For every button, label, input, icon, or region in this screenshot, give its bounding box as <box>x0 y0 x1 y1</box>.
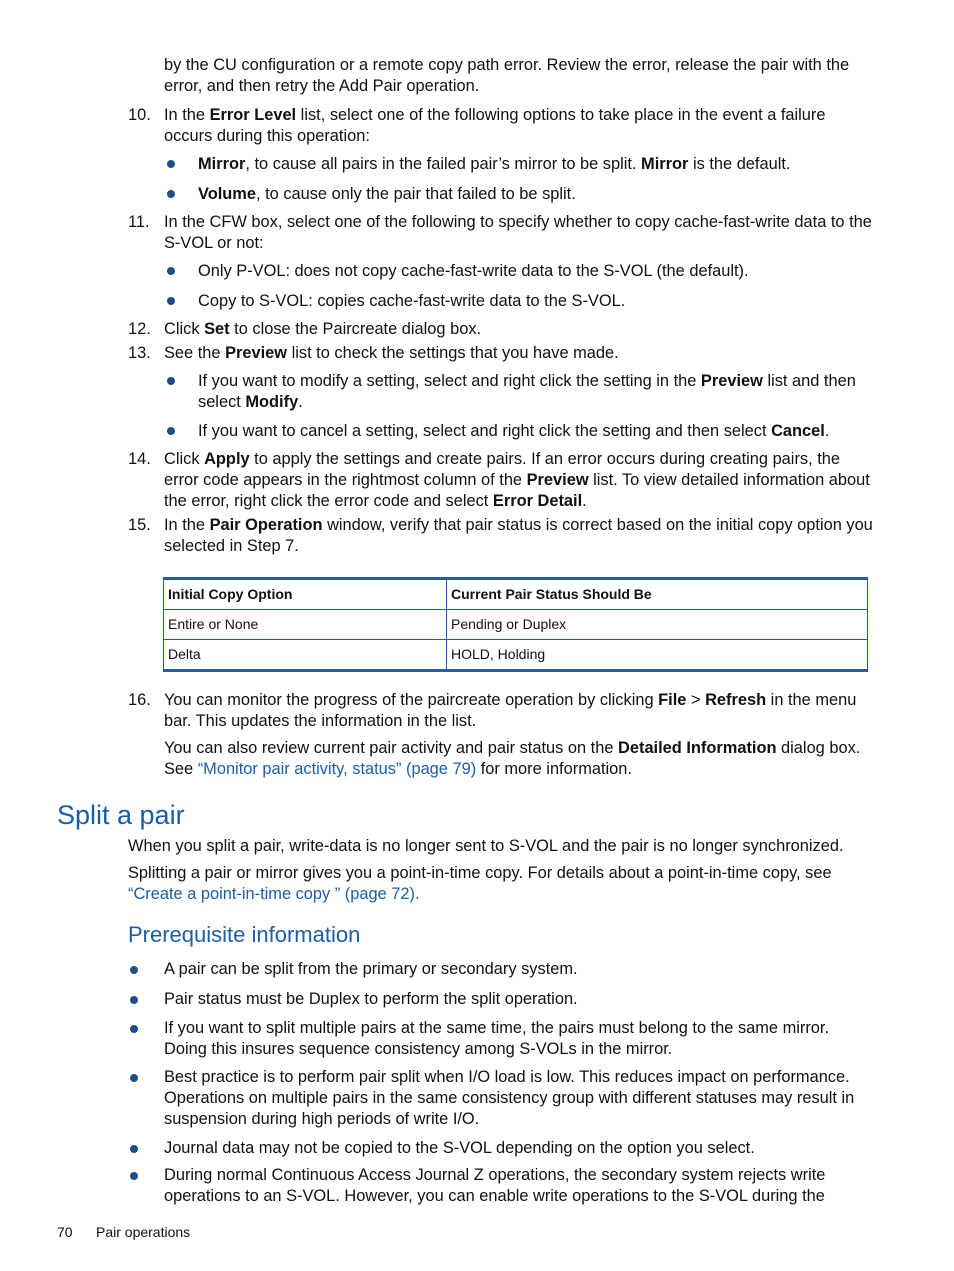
step-13-bullet-cancel: If you want to cancel a setting, select and right click the setting and then select Cancel. <box>198 422 830 440</box>
step-10-bullet-mirror: Mirror, to cause all pairs in the failed pair’s mirror to be split. Mirror is the default. <box>198 155 791 173</box>
bullet-icon <box>130 1145 138 1153</box>
prerequisite-bullet: During normal Continuous Access Journal Z operations, the secondary system rejects write operations to an S-VOL. However, you can enable write operations to the S-VOL during the <box>164 1166 826 1205</box>
step-12-text: Click Set to close the Paircreate dialog box. <box>164 320 482 338</box>
section-paragraph-1: When you split a pair, write-data is no longer sent to S-VOL and the pair is no longer synchronized. <box>128 837 844 855</box>
step-11-text: In the CFW box, select one of the following to specify whether to copy cache-fast-write data to the S-VOL or not: <box>164 213 872 252</box>
footer-section-name: Pair operations <box>96 1224 191 1240</box>
step-number: 15. <box>128 516 151 534</box>
table-cell: Pending or Duplex <box>447 610 868 640</box>
step-11-bullet-svol: Copy to S-VOL: copies cache-fast-write data to the S-VOL. <box>198 292 626 310</box>
step-number: 14. <box>128 450 151 468</box>
subsection-title: Prerequisite information <box>128 922 361 947</box>
page-number: 70 <box>57 1224 73 1240</box>
pair-status-table <box>163 577 868 672</box>
table-cell: Delta <box>164 640 447 671</box>
table-row <box>164 610 868 640</box>
section-title: Split a pair <box>57 800 185 830</box>
bullet-icon <box>130 1172 138 1180</box>
step-number: 11. <box>128 213 150 231</box>
prerequisite-bullet: If you want to split multiple pairs at the same time, the pairs must belong to the same mirror. Doing this insures sequence consistency among S-VOLs in the mirror. <box>164 1019 830 1058</box>
step-11-bullet-pvol: Only P-VOL: does not copy cache-fast-write data to the S-VOL (the default). <box>198 262 749 280</box>
bullet-icon <box>167 267 175 275</box>
table-cell: Entire or None <box>164 610 447 640</box>
continuation-paragraph: by the CU configuration or a remote copy path error. Review the error, release the pair with the error, and then retry the Add Pair operation. <box>164 56 850 95</box>
step-10-bullet-volume: Volume, to cause only the pair that failed to be split. <box>198 185 576 203</box>
step-number: 10. <box>128 106 151 124</box>
bullet-icon <box>167 427 175 435</box>
step-13-text: See the Preview list to check the settings that you have made. <box>164 344 619 362</box>
section-paragraph-2: Splitting a pair or mirror gives you a point-in-time copy. For details about a point-in-time copy, see “Create a point-in-time copy ” (page 72). <box>128 864 832 903</box>
prerequisite-bullet: Best practice is to perform pair split when I/O load is low. This reduces impact on performance. Operations on multiple pairs in the same consistency group with different statuses may result in suspension during high periods of write I/O. <box>164 1068 855 1128</box>
bullet-icon <box>167 160 175 168</box>
step-14-text: Click Apply to apply the settings and create pairs. If an error occurs during creating pairs, the error code appears in the rightmost column of the Preview list. To view detailed information about the error, right click the error code and select Error Detail. <box>164 450 870 510</box>
bullet-icon <box>130 966 138 974</box>
bullet-icon <box>167 297 175 305</box>
bullet-icon <box>130 996 138 1004</box>
prerequisite-bullet: Journal data may not be copied to the S-VOL depending on the option you select. <box>164 1139 755 1157</box>
step-13-bullet-modify: If you want to modify a setting, select and right click the setting in the Preview list and then select Modify. <box>198 372 856 411</box>
prerequisite-bullet: A pair can be split from the primary or secondary system. <box>164 960 578 978</box>
point-in-time-copy-link[interactable]: “Create a point-in-time copy ” (page 72). <box>128 885 420 903</box>
step-number: 12. <box>128 320 151 338</box>
step-15-text: In the Pair Operation window, verify that pair status is correct based on the initial copy option you selected in Step 7. <box>164 516 873 555</box>
table-header-cell: Current Pair Status Should Be <box>447 579 868 610</box>
bullet-icon <box>167 377 175 385</box>
table-header-cell: Initial Copy Option <box>164 579 447 610</box>
step-16-paragraph-2: You can also review current pair activity and pair status on the Detailed Information dialog box. See “Monitor pair activity, status” (page 79) for more information. <box>164 739 861 778</box>
bullet-icon <box>167 190 175 198</box>
step-number: 16. <box>128 691 151 709</box>
monitor-pair-activity-link[interactable]: “Monitor pair activity, status” (page 79) <box>197 760 477 778</box>
bullet-icon <box>130 1025 138 1033</box>
step-10-text: In the Error Level list, select one of the following options to take place in the event a failure occurs during this operation: <box>164 106 826 145</box>
step-16-text: You can monitor the progress of the paircreate operation by clicking File > Refresh in the menu bar. This updates the information in the list. <box>164 691 857 730</box>
bullet-icon <box>130 1074 138 1082</box>
table-header-row <box>164 579 868 610</box>
table-cell: HOLD, Holding <box>447 640 868 671</box>
step-number: 13. <box>128 344 151 362</box>
prerequisite-bullet: Pair status must be Duplex to perform the split operation. <box>164 990 578 1008</box>
table-row <box>164 640 868 671</box>
